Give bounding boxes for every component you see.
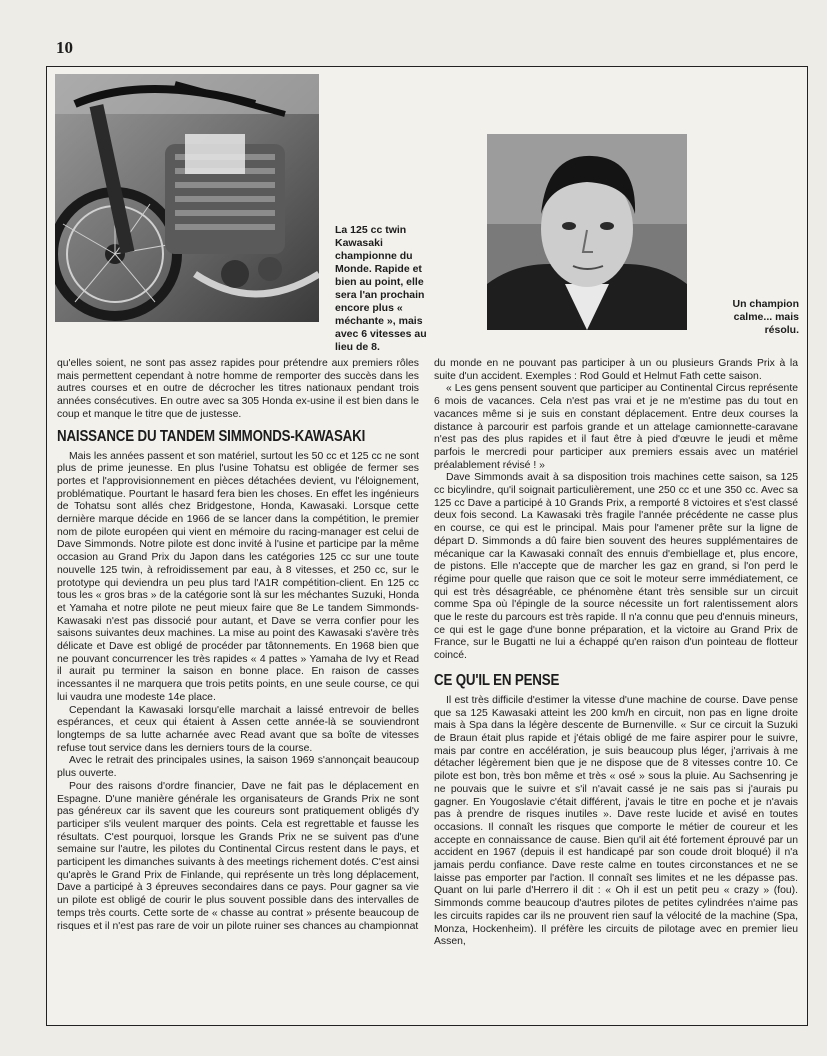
motorcycle-caption: La 125 cc twin Kawasaki championne du Monde. Rapide et bien au point, elle sera l'an prochain encore plus « méchante », mais avec 6 vitesses au lieu de 8.: [335, 224, 427, 353]
motorcycle-photo: [55, 74, 319, 322]
section-heading-2: CE QU'IL EN PENSE: [434, 671, 560, 689]
motorcycle-illustration: [55, 74, 319, 322]
portrait-illustration: [487, 134, 687, 330]
portrait-photo: [487, 134, 687, 330]
page-number: 10: [56, 38, 73, 57]
left-paragraph-2: Mais les années passent et son matériel, surtout les 50 cc et 125 cc ne sont plus de prime jeunesse. En plus l'usine Tohatsu est obligée de fermer ses portes et l'approvisionnement en pièces détachées devient, vu l'éloignement, problématique. Pourtant le hasard fera bien les choses. En effet les ingénieurs de Tohatsu sont allés chez Bridgestone, Honda, Kawasaki. Lorsque cette dernière marque décide en 1966 de se lancer dans la compétition, le premier nom de pilote européen qui vient en mémoire du racing-manager est celui de Dave Simmonds. Notre pilote est donc invité à l'usine et participe par la même occasion au Grand Prix du Japon dans les catégories 125 cc sur une toute nouvelle 125 twin, à refroidissement par eau, à 8 vitesses, et 250 cc, sur le prototype qui deviendra un peu plus tard l'A1R compétition-client. En 125 cc tous les « gros bras » de la catégorie sont là sur les méchantes Suzuki, Honda et Yamaha et notre pilote ne peut mieux faire que 8e Le tandem Simmonds-Kawasaki n'est pas dissocié pour autant, et Dave se verra confier pour les saisons suivantes deux machines. La mise au point des Kawasaki s'avère très délicate et Dave est obligé de procéder par tâtonnements. En 1968 bien que ne pouvant concurrencer les très rapides « 4 pattes » Yamaha de Ivy et Read il aurait pu terminer la saison en bonne place. En raison de casses incessantes il ne marquera que trois petits points, en une seule course, ce qui lui vaudra une modeste 14e place.: [57, 450, 419, 703]
right-column: [434, 358, 798, 949]
left-paragraph-3: Cependant la Kawasaki lorsqu'elle marchait a laissé entrevoir de belles espérances, et ceux qui étaient à Assen cette année-là se souviendront longtemps de sa lutte acharnée avec Read avant que sa boîte de vitesses refuse tout service dans les derniers tours de la course.: [57, 704, 419, 754]
left-paragraph-5: Pour des raisons d'ordre financier, Dave ne fait pas le déplacement en Espagne. D'une manière générale les organisateurs de Grands Prix ne sont pas généreux car ils savent que les coureurs sont pratiquement obligés d'y participer s'ils veulent marquer des points. Cela est regrettable et fausse les résultats. C'est pourquoi, lorsque les Grands Prix ne se suivent pas d'une semaine sur l'autre, les pilotes du Continental Circus restent dans le pays, et participent les dimanches suivants à des meetings richement dotés. C'est ainsi qu'après le Grand Prix de Finlande, qui représente un très long déplacement, Dave a participé à 3 épreuves secondaires dans ce pays. Pour gagner sa vie un pilote est obligé de courir le plus souvent possible dans des intervalles de temps très courts. Cette sorte de « chasse au contrat » présente beaucoup de risques et il n'est pas rare de voir un pilote ruiner ses chances au championnat: [57, 780, 419, 932]
right-paragraph-3: Dave Simmonds avait à sa disposition trois machines cette saison, sa 125 cc bicylindre, qu'il soignait particulièrement, une 250 cc et une 350 cc. Avec sa 125 cc Dave a participé à 10 Grands Prix, a remporté 8 victoires et s'est classé deux fois second. La Kawasaki très fragile l'année précédente ne casse plus en course, ce qui est le principal. Mais pour l'amener prête sur la ligne de départ D. Simmonds a dû faire bien souvent des heures supplémentaires de mécanique car la Kawasaki connaît des ennuis d'embiellage et, plus encore, de pistons. Elle n'accepte que de marcher les gaz en grand, si l'on perd le régime pour quelle que raison que ce soit le moteur serre immédiatement, ce qui est très désagréable, ce phénomène étant très sensible sur un circuit comme Spa où l'épingle de la source nécessite un fort ralentissement alors que le reste du parcours est très rapide. Il n'a connu que peu d'ennuis mineurs, ce qui est le gage d'une bonne préparation, et la victoire au Grand Prix de France, sur le Bugatti ne lui a échappé qu'en raison d'un pointeau de flotteur coincé.: [434, 472, 798, 662]
right-paragraph-1: du monde en ne pouvant pas participer à un ou plusieurs Grands Prix à la suite d'un accident. Exemples : Rod Gould et Helmut Fath cette saison.: [434, 358, 798, 382]
portrait-caption: Un champion calme... mais résolu.: [732, 298, 799, 336]
left-paragraph-4: Avec le retrait des principales usines, la saison 1969 s'annonçait beaucoup plus ouverte.: [57, 755, 419, 780]
article-frame: [46, 66, 808, 1026]
left-paragraph-1: qu'elles soient, ne sont pas assez rapides pour prétendre aux premiers rôles mais permettent cependant à notre homme de remporter des succès dans les autres courses et en outre de décrocher les titres nationaux pendant trois années consécutives. En outre avec sa 305 Honda ex-usine il est bien dans le coup et manque le titre que de justesse.: [57, 358, 419, 420]
left-column: [57, 358, 419, 933]
right-paragraph-4: Il est très difficile d'estimer la vitesse d'une machine de course. Dave pense que sa 125 Kawasaki atteint les 200 km/h en circuit, non pas en ligne droite mais à Spa dans la légère descente de Burnenville. « Sur ce circuit la Suzuki de Braun était plus rapide et j'étais obligé de me faire aspirer pour le suivre, mais par contre en accélération, je suis beaucoup plus léger, j'arrivais à me détacher légèrement bien que je ne dispose que de 8 vitesses contre 10. Ce pilote est bon, très bon même et très « osé » sous la pluie. Au Sachsenring je ne pouvais que le suivre et s'il n'avait cassé je ne sais pas si j'aurais pu gagner. En Yougoslavie c'était différent, j'avais le titre en poche et je n'avais pas à prendre de risques inutiles ». Dave reste lucide et avisé en toutes occasions. Il connaît les risques que comporte le métier de coureur et les accepte en connaissance de cause. Bien qu'il ait été fortement éprouvé par un accident en 1967 (depuis il est handicapé par son coude droit bloqué) il n'a jamais perdu confiance. Dave reste calme en toutes circonstances et ne se laisse pas emporter par l'action. Il connaît ses limites et ne les dépasse pas. Quant on lui parle d'Herrero il dit : « Oh il est un petit peu « crazy » (fou). Simmonds comme beaucoup d'autres pilotes de petites cylindrées n'aime pas les circuits rapides car ils ne prouvent rien sauf la vélocité de la machine (Spa, Monza, Hockenheim). Il préfère les circuits de pilotage avec en premier lieu Assen,: [434, 694, 798, 948]
section-heading-1: NAISSANCE DU TANDEM SIMMONDS-KAWASAKI: [57, 427, 366, 445]
right-paragraph-2: « Les gens pensent souvent que participer au Continental Circus représente 6 mois de vacances. Cela n'est pas vrai et je ne m'estime pas du tout en vacances même si je suis en constant déplacement. Entre deux courses la distance à parcourir est parfois grande et un attelage camionnette-caravane n'est pas des plus rapides et il faut être à pied d'œuvre le jeudi et même parfois le mercredi pour participer aux premiers essais avec un matériel préalablement révisé ! »: [434, 383, 798, 471]
